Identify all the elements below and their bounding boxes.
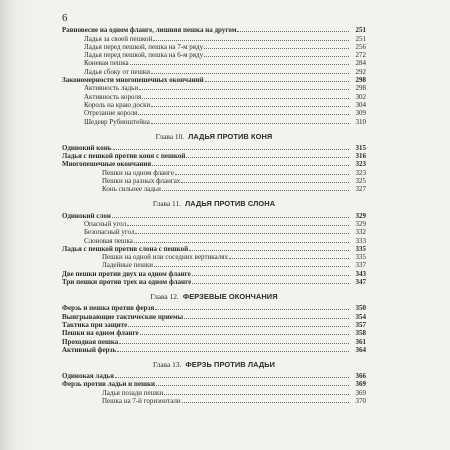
toc-entry-title: Пешки на разных флангах — [102, 177, 181, 186]
dot-leader — [151, 106, 349, 107]
dot-leader — [155, 309, 349, 310]
dot-leader — [113, 149, 350, 150]
toc-entry — [62, 34, 366, 42]
table-of-contents — [62, 26, 366, 405]
dot-leader — [237, 31, 349, 32]
toc-entry — [62, 321, 366, 329]
toc-entry-title: Одинокий конь — [62, 143, 112, 152]
toc-entry-page: 323 — [355, 168, 366, 177]
dot-leader — [189, 250, 349, 251]
toc-entry-page: 333 — [355, 236, 366, 245]
toc-entry — [62, 177, 366, 185]
toc-entry-title: Ладья перед пешкой, пешка на 7-м ряду — [84, 42, 204, 51]
dot-leader — [127, 225, 349, 226]
toc-entry — [62, 67, 366, 75]
toc-entry-title: Коневая пешка — [84, 59, 129, 68]
toc-entry-title: Многопешечные окончания — [62, 160, 152, 169]
toc-entry — [62, 160, 366, 168]
toc-entry-title: Безопасный угол — [84, 228, 135, 237]
toc-entry-page: 292 — [355, 67, 366, 76]
dot-leader — [135, 233, 349, 234]
toc-entry-title: Пешка на 7-й горизонтали — [102, 396, 181, 405]
dot-leader — [142, 98, 349, 99]
toc-entry-title: Две пешки против двух на одном фланге — [62, 269, 191, 278]
page-number: 6 — [62, 12, 68, 24]
dot-leader — [151, 73, 349, 74]
dot-leader — [112, 217, 349, 218]
toc-entry — [62, 144, 366, 152]
toc-entry — [62, 253, 366, 261]
dot-leader — [205, 81, 349, 82]
toc-entry — [62, 51, 366, 59]
toc-entry-title: Выигрывающие тактические приемы — [62, 312, 184, 321]
toc-entry-page: 366 — [355, 372, 366, 381]
toc-entry-title: Ладья перед пешкой, пешка на 6-м ряду — [84, 51, 204, 60]
toc-entry — [62, 168, 366, 176]
chapter-title: ЛАДЬЯ ПРОТИВ СЛОНА — [185, 199, 276, 209]
dot-leader — [115, 377, 349, 378]
dot-leader — [192, 283, 349, 284]
dot-leader — [229, 258, 349, 259]
dot-leader — [153, 40, 349, 41]
toc-entry-title: Три пешки против трех на одном фланге — [62, 278, 192, 287]
toc-entry — [62, 43, 366, 51]
toc-entry-title: Шедевр Рубинштейна — [84, 117, 150, 126]
dot-leader — [140, 334, 349, 335]
toc-entry-page: 325 — [355, 177, 366, 186]
dot-leader — [181, 182, 349, 183]
dot-leader — [130, 64, 349, 65]
toc-entry-page: 298 — [355, 76, 366, 85]
toc-entry-page: 309 — [355, 109, 366, 118]
toc-entry — [62, 380, 366, 388]
dot-leader — [156, 385, 349, 386]
dot-leader — [162, 190, 349, 191]
toc-entry — [62, 211, 366, 219]
toc-entry-title: Слоновая пешка — [84, 236, 133, 245]
toc-entry-page: 335 — [355, 253, 366, 262]
toc-entry-title: Ладья с пешкой против коня с пешкой — [62, 152, 186, 161]
toc-entry-page: 251 — [355, 26, 366, 35]
toc-entry — [62, 312, 366, 320]
toc-entry-page: 256 — [355, 42, 366, 51]
toc-entry-page: 327 — [355, 185, 366, 194]
toc-entry-title: Король на краю доски — [84, 100, 151, 109]
toc-entry-title: Пешки на одной или соседних вертикалях — [102, 253, 228, 262]
toc-entry — [62, 397, 366, 405]
toc-entry-title: Ладья позади пешки — [102, 388, 164, 397]
toc-entry — [62, 152, 366, 160]
toc-entry-page: 332 — [355, 228, 366, 237]
toc-entry-title: Тактика при защите — [62, 320, 128, 329]
dot-leader — [152, 165, 349, 166]
dot-leader — [186, 157, 349, 158]
chapter-title: ЛАДЬЯ ПРОТИВ КОНЯ — [188, 131, 273, 141]
toc-entry — [62, 26, 366, 34]
chapter-number: Глава 12. — [150, 292, 179, 302]
toc-entry-page: 272 — [355, 51, 366, 60]
toc-entry — [62, 101, 366, 109]
toc-entry — [62, 220, 366, 228]
dot-leader — [175, 174, 349, 175]
toc-entry-title: Опасный угол — [84, 219, 127, 228]
toc-entry-title: Равновесие на одном фланге, лишняя пешка на другом — [62, 26, 237, 35]
toc-entry-page: 284 — [355, 59, 366, 68]
dot-leader — [154, 266, 349, 267]
toc-entry — [62, 84, 366, 92]
toc-entry-title: Конь сильнее ладьи — [102, 185, 161, 194]
dot-leader — [182, 402, 349, 403]
chapter-heading — [62, 360, 366, 369]
toc-entry-page: 315 — [355, 143, 366, 152]
toc-entry-page: 343 — [355, 269, 366, 278]
toc-entry-page: 369 — [355, 380, 366, 389]
toc-entry-title: Одинокий слон — [62, 211, 111, 220]
toc-entry — [62, 245, 366, 253]
dot-leader — [204, 56, 349, 57]
dot-leader — [128, 326, 349, 327]
toc-entry-page: 364 — [355, 345, 366, 354]
toc-entry-page: 251 — [355, 34, 366, 43]
toc-entry-page: 310 — [355, 117, 366, 126]
dot-leader — [117, 351, 349, 352]
toc-entry-page: 350 — [355, 304, 366, 313]
toc-entry-page: 302 — [355, 92, 366, 101]
toc-entry-title: Одинокая ладья — [62, 372, 114, 381]
toc-entry-title: Пешки на одном фланге — [102, 168, 174, 177]
toc-entry-title: Ладья сбоку от пешки — [84, 67, 150, 76]
toc-entry — [62, 236, 366, 244]
chapter-heading — [62, 132, 366, 141]
toc-entry — [62, 372, 366, 380]
dot-leader — [139, 89, 349, 90]
dot-leader — [192, 275, 349, 276]
toc-entry-title: Активность короля — [84, 92, 142, 101]
toc-entry — [62, 228, 366, 236]
chapter-heading — [62, 292, 366, 301]
toc-entry-page: 316 — [355, 152, 366, 161]
toc-entry — [62, 59, 366, 67]
toc-entry-page: 347 — [355, 278, 366, 287]
toc-entry-page: 304 — [355, 100, 366, 109]
toc-entry-page: 369 — [355, 388, 366, 397]
toc-entry — [62, 92, 366, 100]
toc-entry-title: Проходная пешка — [62, 337, 119, 346]
dot-leader — [151, 123, 349, 124]
chapter-number: Глава 13. — [152, 359, 182, 369]
toc-entry-page: 357 — [355, 320, 366, 329]
toc-entry-page: 361 — [355, 337, 366, 346]
toc-entry-title: Закономерности многопешечных окончаний — [62, 76, 204, 85]
toc-entry-title: Ладейные пешки — [102, 261, 153, 270]
toc-entry-title: Пешки на одном фланге — [62, 329, 139, 338]
chapter-title: ФЕРЗЬ ПРОТИВ ЛАДЬИ — [185, 359, 276, 369]
toc-entry — [62, 269, 366, 277]
toc-entry-page: 335 — [355, 244, 366, 253]
toc-entry — [62, 117, 366, 125]
toc-entry-page: 370 — [355, 396, 366, 405]
dot-leader — [138, 114, 349, 115]
toc-entry-page: 298 — [355, 84, 366, 93]
dot-leader — [134, 242, 349, 243]
toc-entry-page: 329 — [355, 219, 366, 228]
toc-entry-page: 337 — [355, 261, 366, 270]
dot-leader — [204, 48, 349, 49]
toc-entry-page: 329 — [355, 211, 366, 220]
toc-entry-title: Ладья за своей пешкой — [84, 34, 153, 43]
toc-entry — [62, 346, 366, 354]
toc-entry — [62, 329, 366, 337]
chapter-number: Глава 10. — [155, 131, 185, 141]
toc-entry-title: Ферзь и пешка против ферзя — [62, 304, 155, 313]
toc-entry — [62, 76, 366, 84]
chapter-title: ФЕРЗЕВЫЕ ОКОНЧАНИЯ — [182, 292, 278, 302]
chapter-number: Глава 11. — [152, 199, 182, 209]
toc-entry-title: Активный ферзь — [62, 345, 117, 354]
toc-entry — [62, 185, 366, 193]
chapter-heading — [62, 199, 366, 208]
toc-entry — [62, 304, 366, 312]
toc-entry — [62, 261, 366, 269]
toc-entry-title: Ферзь против ладьи и пешки — [62, 380, 156, 389]
toc-entry — [62, 278, 366, 286]
toc-entry-page: 358 — [355, 329, 366, 338]
toc-entry — [62, 337, 366, 345]
toc-entry-page: 354 — [355, 312, 366, 321]
toc-entry — [62, 388, 366, 396]
dot-leader — [184, 318, 349, 319]
dot-leader — [119, 343, 349, 344]
toc-entry-title: Активность ладьи — [84, 84, 139, 93]
toc-entry-title: Ладья с пешкой против слона с пешкой — [62, 244, 189, 253]
toc-entry-title: Отрезание короля — [84, 109, 138, 118]
toc-entry-page: 323 — [355, 160, 366, 169]
dot-leader — [164, 394, 349, 395]
toc-entry — [62, 109, 366, 117]
